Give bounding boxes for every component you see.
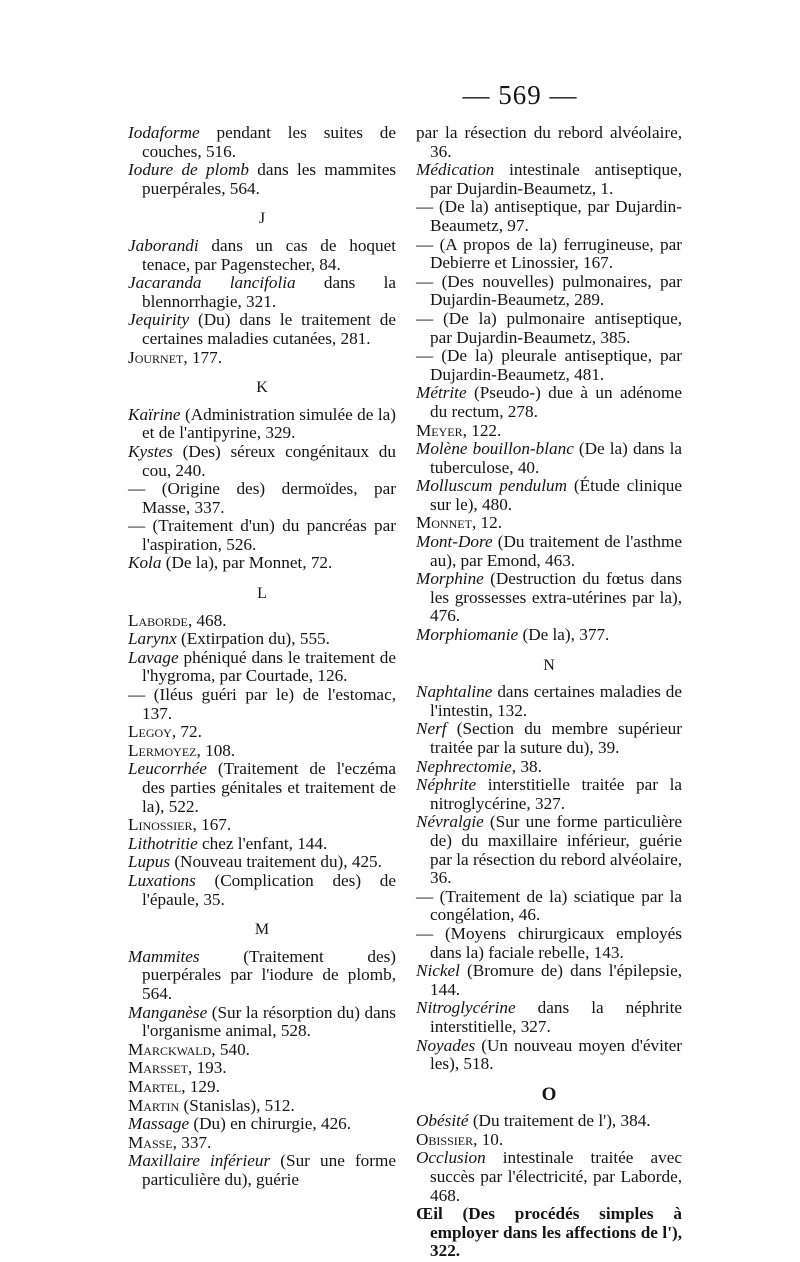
section-letter: K [256, 379, 268, 397]
entry-term: Iodaforme [128, 123, 200, 142]
entry-term: Morphiomanie [416, 625, 519, 645]
index-entry [416, 477, 682, 514]
index-entry [128, 554, 396, 573]
index-entry [416, 236, 682, 273]
entry-term: Œil [416, 1204, 443, 1224]
index-entry [416, 1037, 682, 1074]
index-entry [416, 347, 682, 384]
index-entry [416, 776, 682, 813]
entry-term: Molène bouillon-blanc [416, 439, 574, 459]
index-entry [128, 612, 396, 631]
entry-term: Morphine [416, 569, 484, 589]
entry-text: dans un cas de hoquet tenace, par Pagenstecher, 84. [142, 235, 396, 274]
entry-text: , 540. [211, 1039, 250, 1059]
author-name: Laborde [128, 610, 188, 630]
index-entry [128, 311, 396, 348]
entry-text: intestinale antiseptique, par Dujardin-Beaumetz, 1. [430, 160, 682, 198]
section-letter: J [258, 210, 266, 228]
entry-text: — (De la) pulmonaire antiseptique, par Dujardin-Beaumetz, 385. [416, 308, 682, 347]
entry-term: Nerf [416, 719, 447, 739]
index-entry [128, 948, 396, 1004]
entry-term: Nitroglycérine [416, 998, 516, 1018]
index-entry [416, 962, 682, 999]
entry-term: Nickel [416, 961, 460, 981]
index-column-left [128, 124, 396, 1189]
entry-term: Métrite [416, 383, 467, 403]
entry-text: (Sur une forme particulière du), guérie [142, 1151, 396, 1189]
entry-text: (Traitement des) puerpérales par l'iodure de plomb, 564. [142, 946, 396, 1003]
entry-term: Médication [416, 160, 495, 180]
entry-term: Larynx [128, 629, 177, 649]
index-entry [128, 349, 396, 368]
entry-term: Mont-Dore [416, 532, 493, 552]
index-entry [416, 514, 682, 533]
index-entry [416, 720, 682, 757]
entry-term: Lithotritie [128, 833, 198, 853]
entry-text: — (De la) antiseptique, par Dujardin-Beaumetz, 97. [416, 197, 682, 235]
entry-text: (De la) dans la tuberculose, 40. [430, 439, 682, 477]
index-entry [416, 683, 682, 720]
entry-term: Néphrite [416, 775, 477, 795]
entry-term: Manganèse [128, 1002, 208, 1022]
index-entry [416, 422, 682, 441]
entry-text: , 122. [462, 420, 502, 440]
entry-text: (Stanislas), 512. [179, 1095, 295, 1115]
entry-text: dans la blennorrhagie, 321. [142, 273, 396, 311]
index-entry [128, 237, 396, 274]
index-entry [416, 440, 682, 477]
author-name: Obissier [416, 1129, 474, 1149]
entry-text: (Du) dans le traitement de certaines maladies cutanées, 281. [142, 310, 396, 348]
entry-term: Naphtaline [416, 682, 493, 702]
entry-text: , 108. [196, 740, 236, 760]
index-entry [128, 480, 396, 517]
index-entry [416, 626, 682, 645]
entry-text: (Section du membre supérieur traitée par la suture du), 39. [430, 719, 682, 757]
entry-term: Molluscum pendulum [416, 476, 568, 496]
entry-term: Luxations [128, 870, 196, 890]
entry-text: — (Des nouvelles) pulmonaires, par Dujardin-Beaumetz, 289. [416, 271, 682, 310]
entry-text: (Du) en chirurgie, 426. [189, 1114, 352, 1134]
entry-term: Iodure de plomb [128, 160, 249, 180]
index-entry [128, 161, 396, 198]
entry-text: (De la), 377. [518, 625, 610, 645]
entry-term: Jequirity [128, 310, 190, 330]
entry-text: (Complication des) de l'épaule, 35. [142, 870, 396, 909]
index-entry [416, 813, 682, 887]
entry-text: (Un nouveau moyen d'éviter les), 518. [430, 1035, 682, 1074]
entry-text: (Pseudo-) due à un adénome du rectum, 278. [430, 383, 682, 421]
entry-text: , 167. [192, 815, 232, 835]
index-entry [416, 124, 682, 161]
index-entry [128, 872, 396, 909]
index-entry [416, 273, 682, 310]
author-name: Martin [128, 1095, 180, 1115]
entry-text: phéniqué dans le traitement de l'hygroma, par Courtade, 126. [142, 647, 396, 686]
page-number: — 569 — [462, 80, 578, 110]
author-name: Marsset [128, 1058, 188, 1078]
entry-term: Jaborandi [128, 235, 199, 255]
entry-text: par la résection du rebord alvéolaire, 36. [416, 123, 682, 161]
entry-term: Kystes [128, 441, 173, 461]
entry-text: (Traitement de l'eczéma des parties génitales et traitement de la), 522. [142, 759, 396, 816]
entry-text: (De la), par Monnet, 72. [161, 553, 333, 573]
author-name: Martel [128, 1076, 182, 1096]
index-entry [128, 124, 396, 161]
entry-text: pendant les suites de couches, 516. [142, 123, 396, 161]
index-entry [128, 649, 396, 686]
entry-term: Névralgie [416, 812, 484, 832]
entry-text: — (A propos de la) ferrugineuse, par Debierre et Linossier, 167. [416, 234, 682, 273]
entry-term: Nephrectomie [416, 756, 512, 776]
index-entry [416, 999, 682, 1036]
index-entry [128, 1041, 396, 1060]
index-entry [128, 274, 396, 311]
author-name: Marckwald [128, 1039, 212, 1059]
index-entry [128, 723, 396, 742]
entry-text: dans certaines maladies de l'intestin, 132. [430, 682, 682, 720]
author-name: Monnet [416, 513, 472, 533]
entry-text: , 129. [181, 1076, 220, 1096]
index-entry [128, 1004, 396, 1041]
entry-text: , 10. [473, 1129, 504, 1149]
index-entry [416, 1112, 682, 1131]
entry-term: Leucorrhée [128, 759, 207, 779]
entry-text: (Du traitement de l'), 384. [468, 1111, 651, 1131]
entry-text: (Sur la résorption du) dans l'organisme animal, 528. [142, 1002, 396, 1041]
author-name: Legoy [128, 722, 172, 742]
entry-text: (Nouveau traitement du), 425. [170, 852, 382, 872]
index-entry [128, 443, 396, 480]
index-entry [416, 310, 682, 347]
entry-text: (Du traitement de l'asthme au), par Emond, 463. [430, 532, 682, 570]
index-entry [416, 1131, 682, 1150]
entry-text: , 193. [187, 1058, 227, 1078]
index-entry [128, 835, 396, 854]
index-entry [128, 1097, 396, 1116]
index-entry [416, 888, 682, 925]
author-name: Lermoyez [128, 740, 197, 760]
entry-text: , 177. [183, 347, 223, 367]
entry-text: — (Iléus guéri par le) de l'estomac, 137. [128, 685, 396, 723]
section-letter: N [543, 656, 555, 674]
entry-text: interstitielle traitée par la nitroglycérine, 327. [430, 775, 682, 813]
author-name: Journet [128, 347, 184, 367]
index-entry [128, 742, 396, 761]
index-entry [128, 816, 396, 835]
index-entry [128, 1115, 396, 1134]
entry-text: (Administration simulée de la) et de l'antipyrine, 329. [142, 404, 396, 443]
index-entry [416, 533, 682, 570]
index-entry [128, 630, 396, 649]
entry-term: Lupus [128, 852, 171, 872]
entry-term: Massage [128, 1114, 190, 1134]
index-column-right [416, 124, 682, 1261]
entry-text: , 38. [511, 756, 542, 776]
entry-text: , 337. [172, 1132, 212, 1152]
index-entry [128, 517, 396, 554]
entry-term: Occlusion [416, 1148, 486, 1168]
index-entry [416, 198, 682, 235]
author-name: Meyer [416, 420, 463, 440]
index-entry [416, 1149, 682, 1205]
index-entry [128, 1059, 396, 1078]
entry-text: (Destruction du fœtus dans les grossesses extra-utérines par la), 476. [430, 569, 682, 626]
index-entry [416, 925, 682, 962]
index-entry [416, 384, 682, 421]
entry-text: intestinale traitée avec succès par l'électricité, par Laborde, 468. [430, 1148, 682, 1205]
index-entry [128, 686, 396, 723]
entry-text: (Des) séreux congénitaux du cou, 240. [142, 441, 396, 480]
author-name: Masse [128, 1132, 173, 1152]
entry-text: (Bromure de) dans l'épilepsie, 144. [430, 961, 682, 999]
entry-text: — (Traitement de la) sciatique par la congélation, 46. [416, 886, 682, 925]
entry-text: — (De la) pleurale antiseptique, par Dujardin-Beaumetz, 481. [416, 346, 682, 384]
entry-term: Kola [128, 553, 162, 573]
entry-text: , 468. [187, 610, 227, 630]
entry-text: — (Moyens chirurgicaux employés dans la) faciale rebelle, 143. [416, 923, 682, 962]
entry-term: Jacaranda lancifolia [128, 273, 296, 293]
index-entry [416, 1205, 682, 1261]
section-letter: M [254, 921, 270, 939]
entry-text: dans la néphrite interstitielle, 327. [430, 998, 682, 1036]
index-entry [416, 758, 682, 777]
index-entry [128, 406, 396, 443]
entry-term: Kaïrine [128, 404, 181, 424]
index-entry [128, 760, 396, 816]
index-entry [416, 570, 682, 626]
entry-text: — (Traitement d'un) du pancréas par l'aspiration, 526. [128, 516, 396, 554]
section-letter: O [541, 1083, 557, 1105]
entry-text: , 12. [471, 513, 503, 533]
entry-text: (Sur une forme particulière de) du maxillaire inférieur, guérie par la résection du rebord alvéolaire, 36. [430, 812, 682, 888]
entry-term: Obésité [416, 1111, 469, 1131]
entry-term: Maxillaire inférieur [128, 1151, 271, 1171]
entry-text: chez l'enfant, 144. [197, 833, 328, 853]
entry-text: (Étude clinique sur le), 480. [430, 476, 682, 514]
index-entry [128, 853, 396, 872]
entry-text: , 72. [171, 722, 202, 742]
index-entry [128, 1152, 396, 1189]
entry-text: (Des procédés simples à employer dans les affections de l'), 322. [430, 1204, 682, 1261]
author-name: Linossier [128, 815, 193, 835]
entry-text: — (Origine des) dermoïdes, par Masse, 337. [128, 479, 396, 517]
index-entry [128, 1078, 396, 1097]
index-entry [416, 161, 682, 198]
entry-term: Lavage [128, 647, 179, 667]
entry-text: dans les mammites puerpérales, 564. [142, 160, 397, 198]
entry-term: Mammites [128, 946, 200, 966]
entry-text: (Extirpation du), 555. [176, 629, 330, 649]
section-letter: L [257, 585, 267, 603]
index-entry [128, 1134, 396, 1153]
entry-term: Noyades [416, 1035, 476, 1055]
